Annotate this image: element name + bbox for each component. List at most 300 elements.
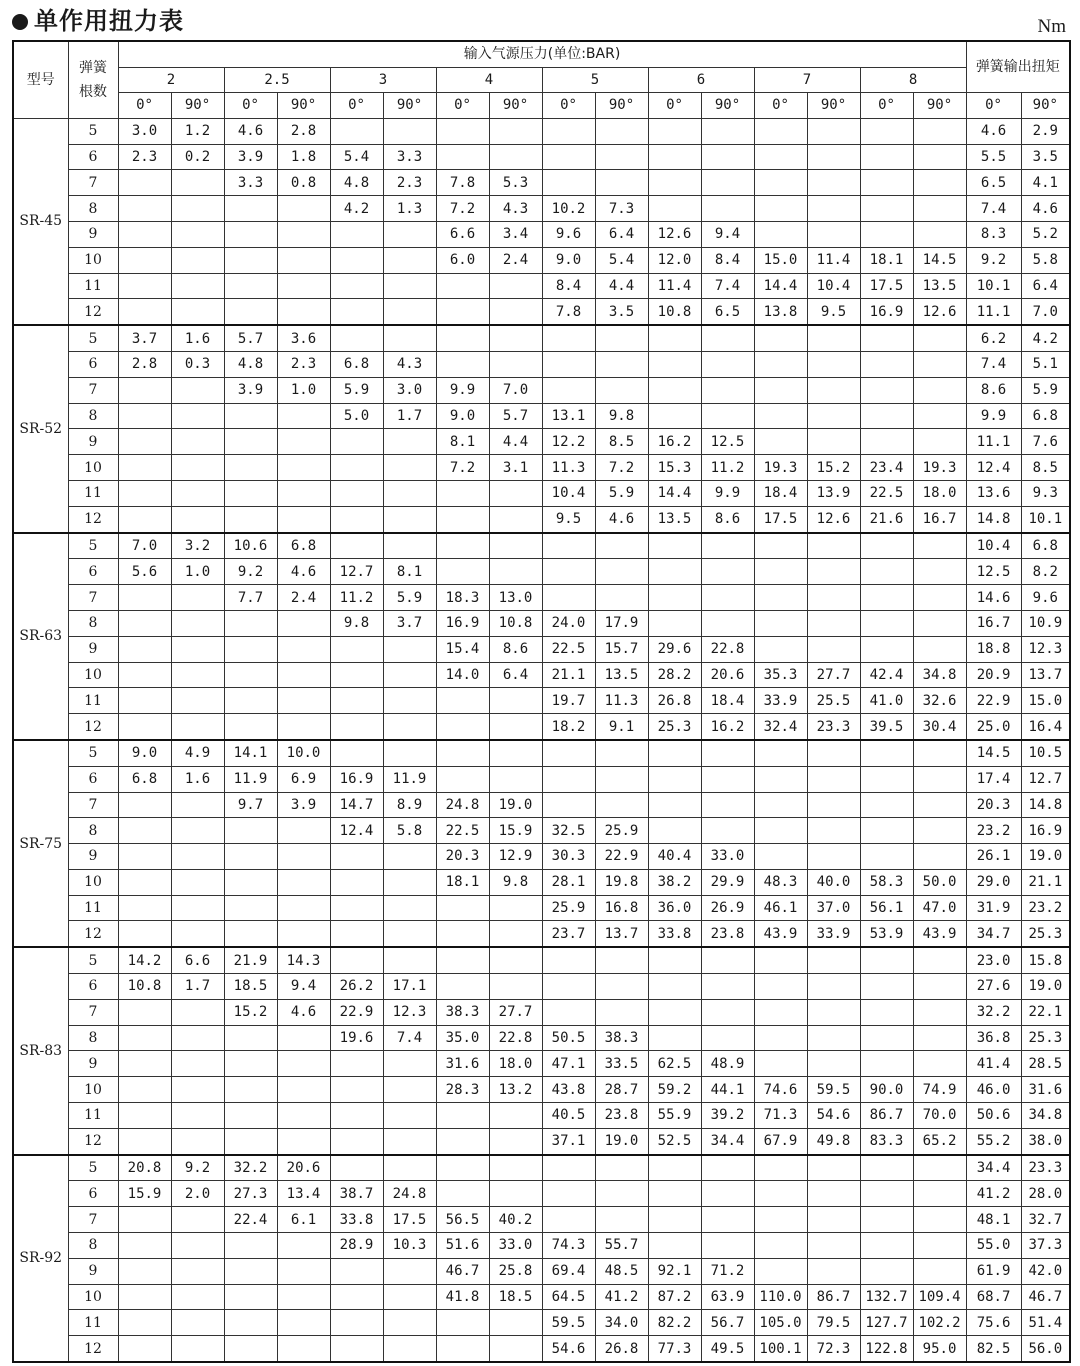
torque-cell <box>383 1128 436 1154</box>
spring-output-cell: 17.4 <box>966 766 1021 792</box>
torque-cell <box>383 844 436 870</box>
torque-cell <box>171 196 224 222</box>
table-row <box>13 740 1070 766</box>
torque-cell <box>436 974 489 1000</box>
torque-cell <box>913 403 966 429</box>
torque-cell: 87.2 <box>648 1284 701 1310</box>
torque-cell <box>489 688 542 714</box>
torque-cell: 4.2 <box>330 196 383 222</box>
torque-cell <box>754 351 807 377</box>
torque-cell <box>489 1103 542 1129</box>
torque-cell <box>171 688 224 714</box>
torque-cell <box>383 221 436 247</box>
torque-cell: 10.4 <box>807 273 860 299</box>
torque-cell: 26.8 <box>595 1336 648 1362</box>
torque-cell <box>489 480 542 506</box>
torque-cell <box>330 662 383 688</box>
torque-cell <box>754 377 807 403</box>
torque-cell: 5.9 <box>595 480 648 506</box>
torque-cell <box>171 1336 224 1362</box>
torque-cell <box>118 844 171 870</box>
torque-cell <box>860 1181 913 1207</box>
torque-cell: 12.9 <box>489 844 542 870</box>
torque-cell <box>860 377 913 403</box>
torque-cell <box>171 869 224 895</box>
spring-output-cell: 10.9 <box>1021 610 1070 636</box>
torque-cell: 12.7 <box>330 559 383 585</box>
spring-output-cell: 10.1 <box>1021 506 1070 532</box>
torque-cell: 25.9 <box>542 895 595 921</box>
torque-cell: 69.4 <box>542 1258 595 1284</box>
torque-cell: 9.2 <box>171 1155 224 1181</box>
torque-cell <box>754 818 807 844</box>
torque-cell: 16.7 <box>913 506 966 532</box>
torque-cell <box>595 1155 648 1181</box>
torque-cell: 47.0 <box>913 895 966 921</box>
spring-output-cell: 14.6 <box>966 585 1021 611</box>
table-row <box>13 506 1070 532</box>
spring-count-cell: 7 <box>68 585 118 611</box>
torque-cell <box>860 1258 913 1284</box>
torque-cell <box>277 196 330 222</box>
spring-count-cell: 11 <box>68 273 118 299</box>
torque-cell <box>383 325 436 351</box>
torque-cell <box>754 325 807 351</box>
torque-cell <box>807 585 860 611</box>
torque-cell <box>542 325 595 351</box>
torque-cell <box>701 585 754 611</box>
torque-cell: 50.0 <box>913 869 966 895</box>
table-row <box>13 974 1070 1000</box>
torque-cell <box>701 1207 754 1233</box>
torque-cell <box>701 947 754 973</box>
torque-cell: 2.8 <box>277 118 330 144</box>
torque-cell <box>913 766 966 792</box>
spring-output-cell: 7.0 <box>1021 299 1070 325</box>
angle-header: 90° <box>913 93 966 119</box>
table-row <box>13 221 1070 247</box>
spring-output-cell: 38.0 <box>1021 1128 1070 1154</box>
torque-cell: 102.2 <box>913 1310 966 1336</box>
spring-output-cell: 55.0 <box>966 1233 1021 1259</box>
torque-cell: 25.9 <box>595 818 648 844</box>
torque-cell: 12.6 <box>913 299 966 325</box>
torque-cell: 83.3 <box>860 1128 913 1154</box>
torque-cell <box>171 1233 224 1259</box>
torque-cell <box>436 1336 489 1362</box>
torque-cell <box>383 714 436 740</box>
torque-cell <box>489 895 542 921</box>
torque-cell: 15.3 <box>648 455 701 481</box>
angle-header: 0° <box>436 93 489 119</box>
spring-output-cell: 23.2 <box>966 818 1021 844</box>
angle-header: 90° <box>807 93 860 119</box>
spring-count-cell: 9 <box>68 1258 118 1284</box>
torque-cell <box>807 766 860 792</box>
torque-cell <box>860 196 913 222</box>
torque-cell: 47.1 <box>542 1051 595 1077</box>
torque-cell <box>489 559 542 585</box>
torque-cell: 13.9 <box>807 480 860 506</box>
torque-cell <box>277 403 330 429</box>
spring-output-cell: 23.3 <box>1021 1155 1070 1181</box>
torque-cell: 32.4 <box>754 714 807 740</box>
torque-cell: 41.2 <box>595 1284 648 1310</box>
torque-cell <box>648 1233 701 1259</box>
torque-cell <box>913 1051 966 1077</box>
spring-count-cell: 9 <box>68 429 118 455</box>
torque-cell: 3.3 <box>224 170 277 196</box>
torque-cell <box>648 1155 701 1181</box>
torque-cell <box>224 895 277 921</box>
torque-cell: 15.2 <box>807 455 860 481</box>
spring-output-cell: 46.7 <box>1021 1284 1070 1310</box>
torque-cell <box>118 221 171 247</box>
torque-cell <box>754 144 807 170</box>
torque-cell: 49.8 <box>807 1128 860 1154</box>
torque-cell <box>224 1025 277 1051</box>
spring-output-cell: 2.9 <box>1021 118 1070 144</box>
spring-output-header: 弹簧输出扭矩 <box>966 41 1070 93</box>
torque-cell <box>701 325 754 351</box>
torque-cell: 8.6 <box>489 636 542 662</box>
torque-cell <box>118 921 171 947</box>
torque-cell <box>224 455 277 481</box>
torque-cell <box>489 974 542 1000</box>
torque-cell <box>489 351 542 377</box>
torque-cell <box>807 1207 860 1233</box>
torque-cell <box>807 1233 860 1259</box>
torque-cell <box>436 299 489 325</box>
torque-cell <box>701 740 754 766</box>
torque-cell <box>171 299 224 325</box>
torque-cell: 28.3 <box>436 1077 489 1103</box>
torque-cell <box>542 377 595 403</box>
spring-count-cell: 5 <box>68 325 118 351</box>
spring-count-cell: 12 <box>68 1336 118 1362</box>
torque-cell <box>595 351 648 377</box>
torque-cell <box>595 792 648 818</box>
torque-cell <box>330 506 383 532</box>
model-cell: SR-75 <box>13 740 68 947</box>
torque-cell <box>118 403 171 429</box>
torque-cell <box>224 506 277 532</box>
torque-cell <box>171 273 224 299</box>
torque-cell: 2.3 <box>277 351 330 377</box>
torque-cell: 72.3 <box>807 1336 860 1362</box>
torque-cell: 10.8 <box>118 974 171 1000</box>
torque-cell: 9.7 <box>224 792 277 818</box>
torque-cell <box>807 144 860 170</box>
torque-cell: 43.8 <box>542 1077 595 1103</box>
torque-cell: 18.5 <box>489 1284 542 1310</box>
torque-cell <box>383 480 436 506</box>
torque-cell <box>330 1077 383 1103</box>
torque-cell <box>383 869 436 895</box>
torque-cell: 4.8 <box>224 351 277 377</box>
angle-header: 90° <box>1021 93 1070 119</box>
table-row <box>13 895 1070 921</box>
torque-cell <box>277 869 330 895</box>
spring-output-cell: 5.1 <box>1021 351 1070 377</box>
torque-cell: 1.7 <box>171 974 224 1000</box>
torque-cell <box>277 610 330 636</box>
torque-cell <box>330 325 383 351</box>
torque-cell: 11.3 <box>542 455 595 481</box>
spring-output-cell: 61.9 <box>966 1258 1021 1284</box>
torque-cell <box>171 714 224 740</box>
torque-cell <box>171 999 224 1025</box>
torque-cell <box>648 610 701 636</box>
torque-cell: 17.5 <box>754 506 807 532</box>
spring-output-cell: 6.8 <box>1021 403 1070 429</box>
torque-cell: 33.0 <box>701 844 754 870</box>
torque-cell: 26.8 <box>648 688 701 714</box>
torque-cell <box>913 1233 966 1259</box>
torque-cell: 28.9 <box>330 1233 383 1259</box>
torque-cell: 8.1 <box>436 429 489 455</box>
torque-cell <box>542 118 595 144</box>
torque-cell: 5.3 <box>489 170 542 196</box>
spring-output-cell: 14.5 <box>966 740 1021 766</box>
torque-cell: 40.4 <box>648 844 701 870</box>
torque-cell: 5.7 <box>489 403 542 429</box>
spring-output-cell: 21.1 <box>1021 869 1070 895</box>
table-row <box>13 688 1070 714</box>
torque-cell <box>860 118 913 144</box>
torque-cell <box>542 974 595 1000</box>
torque-cell: 32.2 <box>224 1155 277 1181</box>
spring-output-cell: 7.4 <box>966 196 1021 222</box>
torque-cell: 11.2 <box>330 585 383 611</box>
torque-cell <box>436 480 489 506</box>
torque-cell <box>118 247 171 273</box>
torque-cell <box>330 118 383 144</box>
torque-cell <box>648 170 701 196</box>
torque-cell: 21.6 <box>860 506 913 532</box>
torque-cell: 9.9 <box>436 377 489 403</box>
spring-count-cell: 6 <box>68 351 118 377</box>
torque-cell <box>118 714 171 740</box>
torque-cell <box>489 1155 542 1181</box>
torque-cell: 18.3 <box>436 585 489 611</box>
pressure-5-bar-header: 5 <box>542 67 648 93</box>
torque-cell: 10.3 <box>383 1233 436 1259</box>
torque-cell: 19.3 <box>754 455 807 481</box>
header-row-pressure <box>13 41 1070 67</box>
torque-cell <box>383 247 436 273</box>
torque-cell <box>277 636 330 662</box>
torque-cell: 6.6 <box>171 947 224 973</box>
torque-cell: 1.2 <box>171 118 224 144</box>
torque-cell: 13.5 <box>913 273 966 299</box>
pressure-6-bar-header: 6 <box>648 67 754 93</box>
torque-cell <box>489 325 542 351</box>
torque-cell <box>224 921 277 947</box>
torque-cell <box>489 740 542 766</box>
model-cell: SR-52 <box>13 325 68 532</box>
torque-cell: 3.2 <box>171 533 224 559</box>
torque-cell <box>542 144 595 170</box>
torque-cell <box>860 403 913 429</box>
torque-cell <box>224 1258 277 1284</box>
torque-cell: 27.7 <box>807 662 860 688</box>
torque-cell <box>913 170 966 196</box>
spring-count-cell: 8 <box>68 610 118 636</box>
torque-cell <box>648 377 701 403</box>
torque-cell: 4.8 <box>330 170 383 196</box>
torque-cell <box>277 1258 330 1284</box>
table-row <box>13 714 1070 740</box>
torque-cell <box>807 403 860 429</box>
torque-cell <box>648 792 701 818</box>
torque-cell <box>913 118 966 144</box>
torque-cell: 21.9 <box>224 947 277 973</box>
torque-cell: 8.6 <box>701 506 754 532</box>
torque-cell <box>277 1233 330 1259</box>
torque-cell: 43.9 <box>913 921 966 947</box>
torque-cell: 35.0 <box>436 1025 489 1051</box>
spring-output-cell: 6.4 <box>1021 273 1070 299</box>
spring-count-cell: 8 <box>68 818 118 844</box>
torque-cell <box>754 740 807 766</box>
torque-cell: 12.6 <box>807 506 860 532</box>
torque-cell <box>489 1336 542 1362</box>
torque-cell <box>118 170 171 196</box>
torque-cell <box>913 351 966 377</box>
torque-cell: 3.5 <box>595 299 648 325</box>
spring-count-cell: 9 <box>68 636 118 662</box>
torque-cell <box>277 1336 330 1362</box>
torque-cell <box>224 1103 277 1129</box>
torque-cell: 58.3 <box>860 869 913 895</box>
spring-output-cell: 5.8 <box>1021 247 1070 273</box>
torque-cell <box>171 895 224 921</box>
torque-cell <box>277 1284 330 1310</box>
torque-cell: 38.3 <box>595 1025 648 1051</box>
torque-cell <box>860 999 913 1025</box>
spring-output-cell: 26.1 <box>966 844 1021 870</box>
torque-cell: 105.0 <box>754 1310 807 1336</box>
torque-cell <box>701 196 754 222</box>
torque-cell: 59.5 <box>542 1310 595 1336</box>
torque-cell: 92.1 <box>648 1258 701 1284</box>
torque-cell: 13.5 <box>595 662 648 688</box>
torque-cell <box>171 377 224 403</box>
torque-cell: 100.1 <box>754 1336 807 1362</box>
torque-cell <box>224 844 277 870</box>
torque-cell <box>330 895 383 921</box>
torque-cell <box>383 662 436 688</box>
torque-cell: 46.7 <box>436 1258 489 1284</box>
torque-cell: 27.7 <box>489 999 542 1025</box>
torque-cell: 46.1 <box>754 895 807 921</box>
torque-cell <box>224 1284 277 1310</box>
torque-cell <box>383 636 436 662</box>
torque-cell <box>489 533 542 559</box>
angle-header: 0° <box>648 93 701 119</box>
torque-cell <box>383 895 436 921</box>
torque-cell: 16.8 <box>595 895 648 921</box>
torque-cell: 29.6 <box>648 636 701 662</box>
spring-count-cell: 10 <box>68 1284 118 1310</box>
torque-cell <box>701 610 754 636</box>
torque-cell <box>860 740 913 766</box>
torque-cell <box>913 818 966 844</box>
torque-cell: 56.1 <box>860 895 913 921</box>
torque-cell: 4.3 <box>383 351 436 377</box>
torque-cell <box>489 1181 542 1207</box>
torque-cell: 9.4 <box>701 221 754 247</box>
spring-output-cell: 20.9 <box>966 662 1021 688</box>
torque-cell <box>913 1025 966 1051</box>
torque-cell <box>118 1207 171 1233</box>
torque-cell <box>701 1155 754 1181</box>
torque-cell <box>118 1336 171 1362</box>
torque-cell: 17.1 <box>383 974 436 1000</box>
torque-cell: 59.2 <box>648 1077 701 1103</box>
torque-cell <box>807 1155 860 1181</box>
torque-cell <box>330 869 383 895</box>
torque-cell <box>118 1128 171 1154</box>
torque-cell <box>860 1155 913 1181</box>
spring-count-cell: 11 <box>68 1103 118 1129</box>
torque-cell <box>277 221 330 247</box>
torque-cell <box>171 1025 224 1051</box>
torque-cell <box>277 429 330 455</box>
torque-cell: 22.4 <box>224 1207 277 1233</box>
torque-cell: 86.7 <box>807 1284 860 1310</box>
spring-output-cell: 41.2 <box>966 1181 1021 1207</box>
torque-cell <box>383 1051 436 1077</box>
torque-cell <box>118 869 171 895</box>
table-row <box>13 1284 1070 1310</box>
torque-cell <box>754 610 807 636</box>
torque-cell <box>383 118 436 144</box>
table-row <box>13 1181 1070 1207</box>
torque-cell: 2.4 <box>277 585 330 611</box>
torque-cell: 33.9 <box>754 688 807 714</box>
torque-cell <box>118 1284 171 1310</box>
torque-cell <box>595 947 648 973</box>
torque-cell: 17.5 <box>860 273 913 299</box>
torque-cell: 9.8 <box>330 610 383 636</box>
torque-cell: 18.1 <box>860 247 913 273</box>
torque-cell: 12.2 <box>542 429 595 455</box>
spring-output-cell: 14.8 <box>1021 792 1070 818</box>
torque-cell <box>277 299 330 325</box>
torque-cell: 2.3 <box>118 144 171 170</box>
torque-cell <box>542 766 595 792</box>
torque-cell <box>913 844 966 870</box>
torque-cell: 1.6 <box>171 766 224 792</box>
table-row <box>13 170 1070 196</box>
torque-cell <box>118 1258 171 1284</box>
torque-cell <box>648 1181 701 1207</box>
torque-cell <box>171 480 224 506</box>
torque-cell <box>330 921 383 947</box>
spring-count-cell: 11 <box>68 1310 118 1336</box>
spring-output-cell: 12.4 <box>966 455 1021 481</box>
torque-cell <box>754 1207 807 1233</box>
torque-cell: 15.0 <box>754 247 807 273</box>
torque-cell: 0.8 <box>277 170 330 196</box>
torque-cell <box>383 1310 436 1336</box>
torque-cell: 3.3 <box>383 144 436 170</box>
torque-cell <box>807 974 860 1000</box>
table-row <box>13 792 1070 818</box>
torque-cell <box>224 636 277 662</box>
